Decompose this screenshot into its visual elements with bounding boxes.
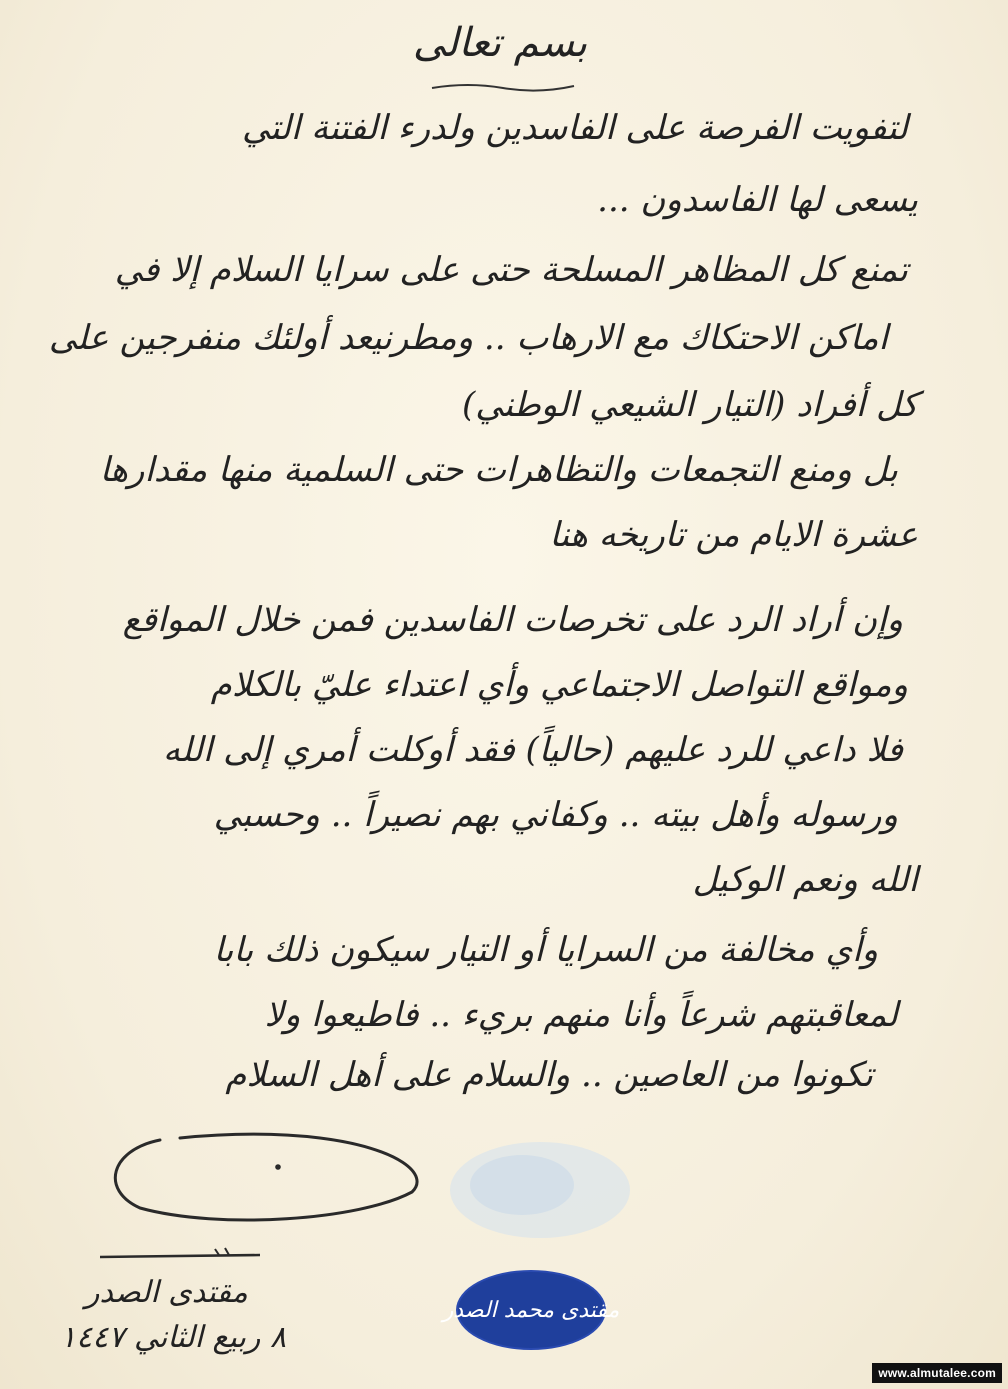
letter-line: ومواقع التواصل الاجتماعي وأي اعتداء عليّ بالكلام xyxy=(210,665,908,705)
letter-line: بل ومنع التجمعات والتظاهرات حتى السلمية منها مقدارها xyxy=(99,450,898,490)
letter-line: وأي مخالفة من السرايا أو التيار سيكون ذلك بابا xyxy=(213,930,878,970)
letter-line: ورسوله وأهل بيته .. وكفاني بهم نصيراً .. وحسبي xyxy=(213,795,898,835)
letter-line: الله ونعم الوكيل xyxy=(692,860,918,900)
seal-text: مقتدى محمد الصدر xyxy=(442,1297,620,1323)
letter-line: لمعاقبتهم شرعاً وأنا منهم بريء .. فاطيعوا ولا xyxy=(264,995,898,1035)
faded-stamp-mark xyxy=(440,1135,640,1245)
letter-line: وإن أراد الرد على تخرصات الفاسدين فمن خلال المواقع xyxy=(122,600,903,640)
letter-line: يسعى لها الفاسدون ... xyxy=(597,180,918,220)
signatory-name: مقتدى الصدر xyxy=(85,1275,248,1310)
signature-underline xyxy=(95,1245,265,1265)
basmala-heading: بسم تعالى xyxy=(412,20,588,66)
letter-line: فلا داعي للرد عليهم (حالياً) فقد أوكلت أمري إلى الله xyxy=(163,730,903,770)
letter-line: كل أفراد (التيار الشيعي الوطني) xyxy=(461,385,918,425)
basmala-flourish xyxy=(428,80,578,94)
official-seal xyxy=(442,1272,620,1348)
letter-line: عشرة الايام من تاريخه هنا xyxy=(549,515,918,555)
website-watermark: www.almutalee.com xyxy=(872,1363,1002,1383)
letter-line: لتفويت الفرصة على الفاسدين ولدرء الفتنة التي xyxy=(241,108,908,148)
letter-line: تمنع كل المظاهر المسلحة حتى على سرايا السلام إلا في xyxy=(114,250,908,290)
letter-line: تكونوا من العاصين .. والسلام على أهل السلام xyxy=(225,1055,873,1095)
letter-line: اماكن الاحتكاك مع الارهاب .. ومطرنيعد أولئك منفرجين على xyxy=(48,318,888,358)
handwritten-signature xyxy=(100,1120,430,1230)
letter-date: ٨ ربيع الثاني ١٤٤٧ xyxy=(60,1320,287,1355)
